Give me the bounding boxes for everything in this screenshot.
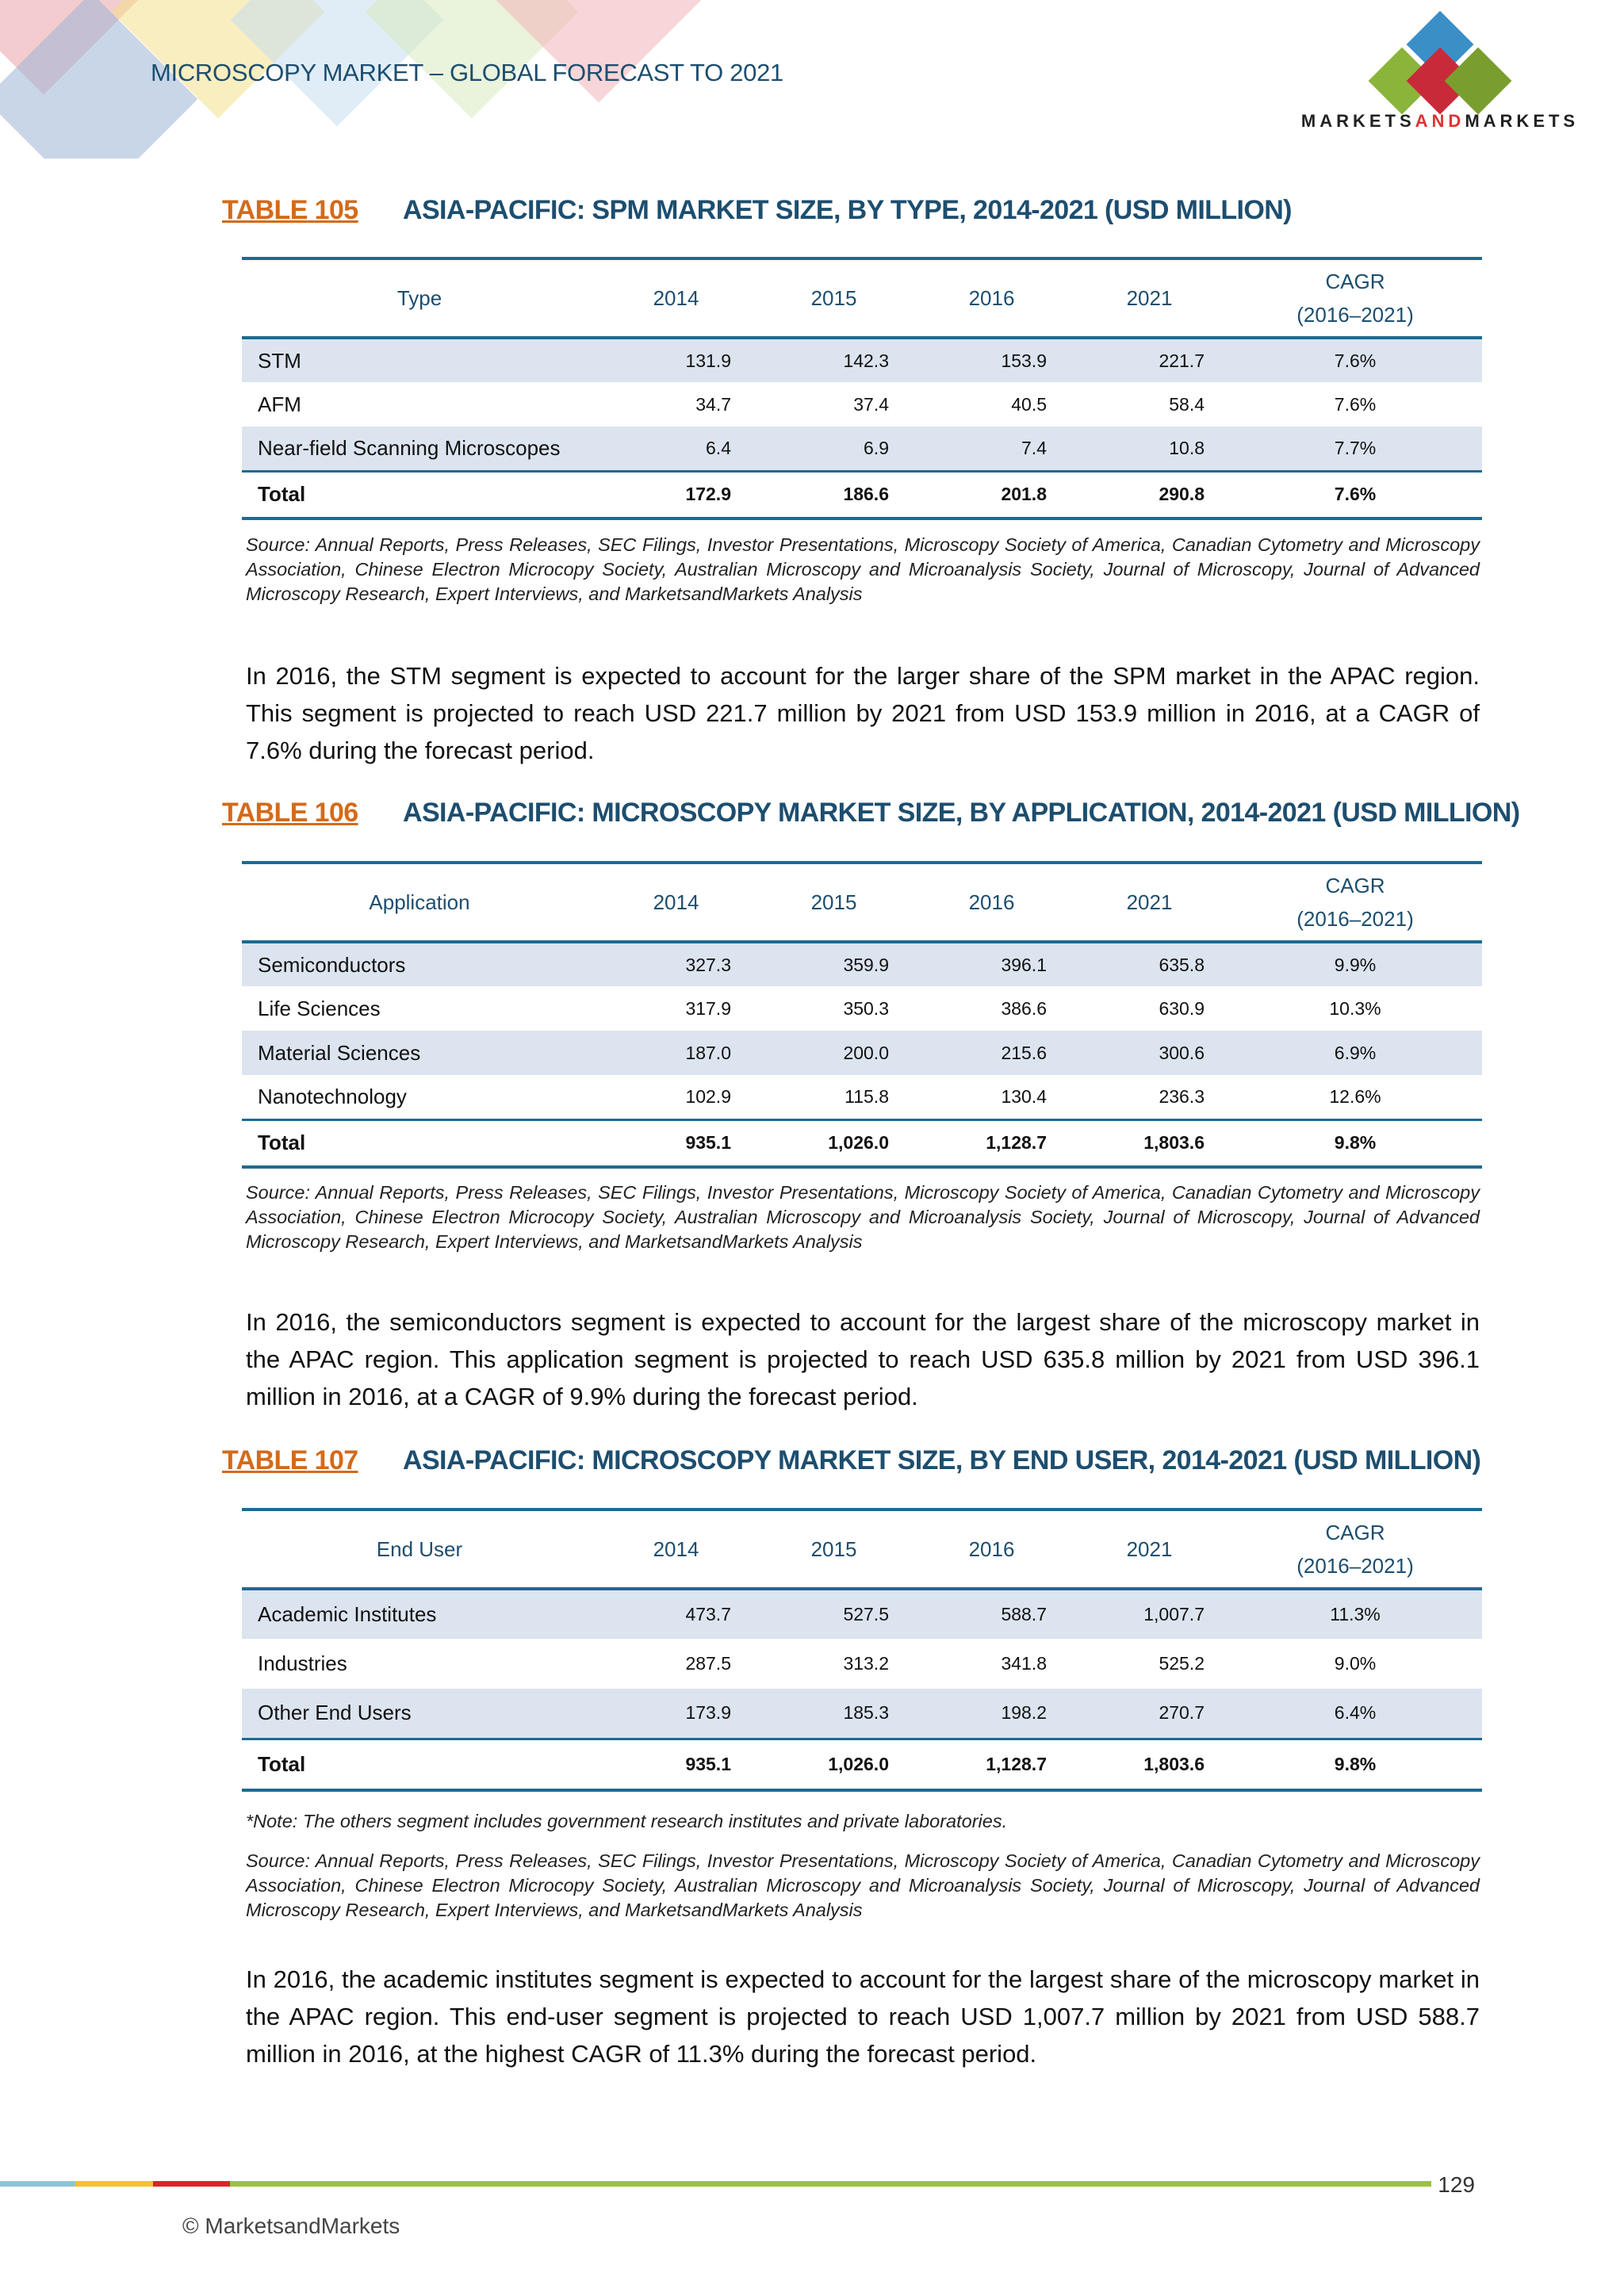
row-label: Total bbox=[242, 1119, 597, 1167]
cell: 7.6% bbox=[1228, 338, 1482, 382]
cell: 7.6% bbox=[1228, 471, 1482, 519]
cell: 7.4 bbox=[913, 427, 1071, 471]
row-label: AFM bbox=[258, 392, 301, 416]
column-header: 2014 bbox=[597, 1510, 755, 1589]
cell: 221.7 bbox=[1071, 338, 1228, 382]
cell: 9.8% bbox=[1228, 1119, 1482, 1167]
column-header: Type bbox=[242, 258, 597, 338]
column-header: 2014 bbox=[597, 863, 755, 942]
cell: 359.9 bbox=[755, 942, 913, 986]
cell: 525.2 bbox=[1159, 1653, 1205, 1674]
table-header-row bbox=[242, 1510, 1482, 1589]
row-label: Material Sciences bbox=[242, 1031, 597, 1075]
cell: 935.1 bbox=[597, 1739, 755, 1790]
logo-wordmark: MARKETSANDMARKETS bbox=[1300, 111, 1580, 131]
table-row bbox=[242, 1589, 1482, 1639]
table-107-title: ASIA-PACIFIC: MICROSCOPY MARKET SIZE, BY END USER, 2014-2021 (USD MILLION) bbox=[403, 1445, 1481, 1475]
cell: 588.7 bbox=[913, 1589, 1071, 1639]
page-header-title: MICROSCOPY MARKET – GLOBAL FORECAST TO 2021 bbox=[151, 59, 783, 86]
cell: 187.0 bbox=[597, 1031, 755, 1075]
table-row bbox=[242, 1689, 1482, 1739]
footer-bar-segment bbox=[0, 2181, 75, 2187]
cell: 287.5 bbox=[685, 1653, 731, 1674]
column-header: 2015 bbox=[755, 258, 913, 338]
table-106 bbox=[242, 861, 1482, 1169]
row-label: Academic Institutes bbox=[242, 1589, 597, 1639]
table-107-heading bbox=[222, 1445, 1480, 1476]
column-header: 2021 bbox=[1071, 258, 1228, 338]
cell: 386.6 bbox=[1001, 997, 1047, 1019]
cell: 6.9% bbox=[1228, 1031, 1482, 1075]
page-number: 129 bbox=[1438, 2172, 1475, 2197]
cell: 186.6 bbox=[755, 471, 913, 519]
cell: 10.8 bbox=[1071, 427, 1228, 471]
cell: 7.6% bbox=[1334, 393, 1377, 415]
column-header: 2016 bbox=[913, 258, 1071, 338]
cell: 185.3 bbox=[755, 1689, 913, 1739]
cell: 200.0 bbox=[755, 1031, 913, 1075]
cell: 317.9 bbox=[685, 997, 731, 1019]
cell: 215.6 bbox=[913, 1031, 1071, 1075]
cell: 142.3 bbox=[755, 338, 913, 382]
row-label: Total bbox=[242, 471, 597, 519]
table-106-source: Source: Annual Reports, Press Releases, SEC Filings, Investor Presentations, Microscopy Society of America, Canadian Cytometry and Microscopy Association, Chinese Electron Microcopy Society, Australian Microscopy and Microanalysis Society, Journal of Microscopy, Journal of Advanced Microscopy Research, Expert Interviews, and MarketsandMarkets Analysis bbox=[246, 1182, 1480, 1252]
table-row bbox=[242, 986, 1482, 1031]
cell: 34.7 bbox=[695, 393, 731, 415]
row-label: Other End Users bbox=[242, 1689, 597, 1739]
cell: 1,007.7 bbox=[1071, 1589, 1228, 1639]
cell: 6.9 bbox=[755, 427, 913, 471]
table-header-row bbox=[242, 258, 1482, 338]
table-107-note: *Note: The others segment includes government research institutes and private laboratories. bbox=[246, 1811, 1008, 1831]
table-106-link[interactable]: TABLE 106 bbox=[222, 798, 358, 828]
cell: 341.8 bbox=[1001, 1653, 1047, 1674]
cell: 7.7% bbox=[1228, 427, 1482, 471]
column-header-cagr: CAGR (2016–2021) bbox=[1228, 258, 1482, 338]
column-header: 2016 bbox=[913, 863, 1071, 942]
table-105-title: ASIA-PACIFIC: SPM MARKET SIZE, BY TYPE, 2014-2021 (USD MILLION) bbox=[403, 195, 1292, 225]
cell: 527.5 bbox=[755, 1589, 913, 1639]
table-106-title: ASIA-PACIFIC: MICROSCOPY MARKET SIZE, BY APPLICATION, 2014-2021 (USD MILLION) bbox=[403, 798, 1520, 828]
table-total-row bbox=[242, 471, 1482, 519]
paragraph: In 2016, the academic institutes segment is expected to account for the largest share of the microscopy market in the APAC region. This end-user segment is projected to reach USD 1,007.7 million by 2021 from USD 588.7 million in 2016, at the highest CAGR of 11.3% during the forecast period. bbox=[246, 1965, 1480, 2068]
footer-bar-segment bbox=[153, 2181, 230, 2187]
column-header-cagr: CAGR (2016–2021) bbox=[1228, 1510, 1482, 1589]
cell: 1,026.0 bbox=[755, 1739, 913, 1790]
company-logo bbox=[1297, 14, 1583, 131]
column-header: 2021 bbox=[1071, 863, 1228, 942]
cell: 201.8 bbox=[913, 471, 1071, 519]
footer-bar-segment bbox=[75, 2181, 153, 2187]
paragraph: In 2016, the semiconductors segment is expected to account for the largest share of the microscopy market in the APAC region. This application segment is projected to reach USD 635.8 million by 2021 from USD 396.1 million in 2016, at a CAGR of 9.9% during the forecast period. bbox=[246, 1308, 1480, 1410]
column-header-cagr: CAGR (2016–2021) bbox=[1228, 863, 1482, 942]
cell: 9.8% bbox=[1228, 1739, 1482, 1790]
cell: 9.0% bbox=[1334, 1653, 1377, 1674]
cell: 473.7 bbox=[597, 1589, 755, 1639]
table-row bbox=[242, 942, 1482, 986]
cell: 11.3% bbox=[1228, 1589, 1482, 1639]
table-107 bbox=[242, 1508, 1482, 1792]
column-header: 2015 bbox=[755, 863, 913, 942]
cell: 172.9 bbox=[597, 471, 755, 519]
cell: 935.1 bbox=[597, 1119, 755, 1167]
row-label: Nanotechnology bbox=[258, 1084, 407, 1108]
table-105-link[interactable]: TABLE 105 bbox=[222, 195, 358, 225]
table-105-source: Source: Annual Reports, Press Releases, SEC Filings, Investor Presentations, Microscopy Society of America, Canadian Cytometry and Microscopy Association, Chinese Electron Microcopy Society, Australian Microscopy and Microanalysis Society, Journal of Microscopy, Journal of Advanced Microscopy Research, Expert Interviews, and MarketsandMarkets Analysis bbox=[246, 534, 1480, 604]
row-label: Total bbox=[242, 1739, 597, 1790]
cell: 1,026.0 bbox=[755, 1119, 913, 1167]
table-106-heading bbox=[222, 798, 1519, 828]
table-107-source: Source: Annual Reports, Press Releases, SEC Filings, Investor Presentations, Microscopy Society of America, Canadian Cytometry and Microscopy Association, Chinese Electron Microcopy Society, Australian Microscopy and Microanalysis Society, Journal of Microscopy, Journal of Advanced Microscopy Research, Expert Interviews, and MarketsandMarkets Analysis bbox=[246, 1850, 1480, 1920]
paragraph: In 2016, the STM segment is expected to account for the larger share of the SPM market in the APAC region. This segment is projected to reach USD 221.7 million by 2021 from USD 153.9 million in 2016, at a CAGR of 7.6% during the forecast period. bbox=[246, 662, 1480, 764]
column-header: End User bbox=[242, 1510, 597, 1589]
cell: 313.2 bbox=[843, 1653, 889, 1674]
cell: 630.9 bbox=[1159, 997, 1205, 1019]
column-header: Application bbox=[242, 863, 597, 942]
table-105 bbox=[242, 257, 1482, 520]
cell: 37.4 bbox=[853, 393, 889, 415]
table-total-row bbox=[242, 1739, 1482, 1790]
cell: 115.8 bbox=[845, 1085, 889, 1107]
cell: 1,803.6 bbox=[1071, 1739, 1228, 1790]
cell: 6.4% bbox=[1228, 1689, 1482, 1739]
cell: 270.7 bbox=[1071, 1689, 1228, 1739]
cell: 130.4 bbox=[1001, 1085, 1047, 1107]
table-107-link[interactable]: TABLE 107 bbox=[222, 1445, 358, 1475]
cell: 10.3% bbox=[1329, 997, 1381, 1019]
table-row bbox=[242, 427, 1482, 471]
cell: 131.9 bbox=[597, 338, 755, 382]
column-header: 2015 bbox=[755, 1510, 913, 1589]
cell: 1,128.7 bbox=[913, 1739, 1071, 1790]
table-row bbox=[242, 1639, 1482, 1689]
table-total-row bbox=[242, 1119, 1482, 1167]
copyright: © MarketsandMarkets bbox=[182, 2214, 400, 2238]
cell: 635.8 bbox=[1071, 942, 1228, 986]
table-row bbox=[242, 1075, 1482, 1119]
footer-color-bar bbox=[0, 2181, 1431, 2187]
cell: 300.6 bbox=[1071, 1031, 1228, 1075]
cell: 102.9 bbox=[685, 1085, 731, 1107]
column-header: 2016 bbox=[913, 1510, 1071, 1589]
cell: 1,803.6 bbox=[1071, 1119, 1228, 1167]
cell: 396.1 bbox=[913, 942, 1071, 986]
table-row bbox=[242, 338, 1482, 382]
row-label: STM bbox=[242, 338, 597, 382]
cell: 9.9% bbox=[1228, 942, 1482, 986]
cell: 236.3 bbox=[1159, 1085, 1205, 1107]
column-header: 2014 bbox=[597, 258, 755, 338]
cell: 153.9 bbox=[913, 338, 1071, 382]
cell: 6.4 bbox=[597, 427, 755, 471]
row-label: Semiconductors bbox=[242, 942, 597, 986]
cell: 1,128.7 bbox=[913, 1119, 1071, 1167]
cell: 173.9 bbox=[597, 1689, 755, 1739]
cell: 40.5 bbox=[1011, 393, 1047, 415]
column-header: 2021 bbox=[1071, 1510, 1228, 1589]
cell: 350.3 bbox=[843, 997, 889, 1019]
row-label: Near-field Scanning Microscopes bbox=[242, 427, 597, 471]
cell: 290.8 bbox=[1071, 471, 1228, 519]
table-105-heading bbox=[222, 195, 1292, 226]
row-label: Life Sciences bbox=[258, 996, 381, 1020]
cell: 327.3 bbox=[597, 942, 755, 986]
row-label: Industries bbox=[258, 1651, 347, 1675]
table-row bbox=[242, 382, 1482, 427]
table-header-row bbox=[242, 863, 1482, 942]
cell: 198.2 bbox=[913, 1689, 1071, 1739]
table-row bbox=[242, 1031, 1482, 1075]
cell: 58.4 bbox=[1169, 393, 1205, 415]
cell: 12.6% bbox=[1329, 1085, 1381, 1107]
